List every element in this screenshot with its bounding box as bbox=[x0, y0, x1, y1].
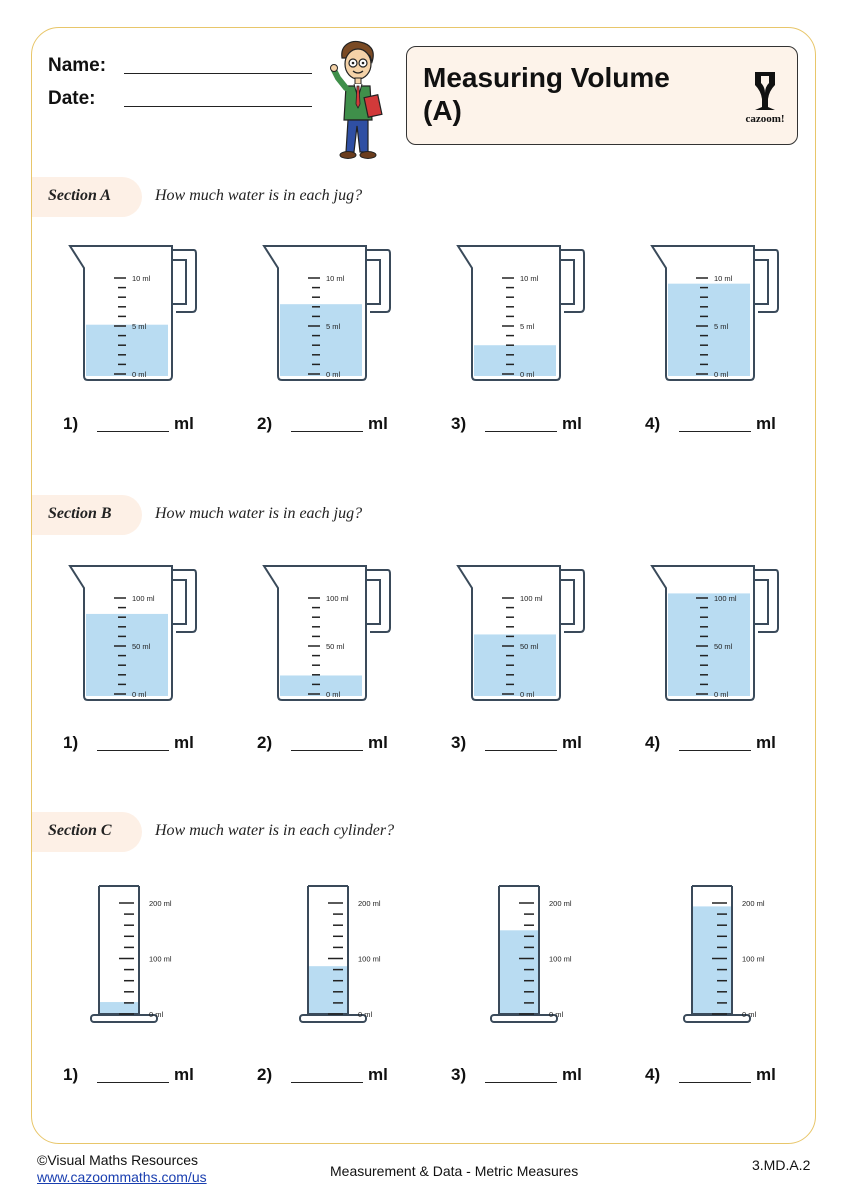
scale-label: 0 ml bbox=[132, 690, 147, 699]
answer-blank[interactable] bbox=[679, 431, 751, 432]
scale-label: 50 ml bbox=[132, 642, 151, 651]
scale-label: 0 ml bbox=[132, 370, 147, 379]
cylinder-4 bbox=[683, 884, 783, 1029]
jug-2 bbox=[262, 244, 397, 384]
footer-topic: Measurement & Data - Metric Measures bbox=[330, 1163, 579, 1179]
scale-label: 0 ml bbox=[714, 690, 729, 699]
date-field[interactable] bbox=[124, 106, 312, 107]
unit-label: ml bbox=[562, 414, 582, 433]
cylinder-3 bbox=[490, 884, 590, 1029]
section-c-tab bbox=[32, 812, 142, 852]
jug-handle bbox=[366, 250, 390, 312]
unit-label: ml bbox=[174, 1065, 194, 1084]
jug-1 bbox=[68, 244, 203, 384]
question-number: 3) bbox=[451, 414, 467, 433]
scale-label: 100 ml bbox=[520, 594, 543, 603]
jug-2 bbox=[262, 564, 397, 704]
teacher-illustration bbox=[330, 38, 385, 160]
scale-label: 200 ml bbox=[742, 899, 765, 908]
water-level bbox=[474, 345, 556, 376]
section-c-question: How much water is in each cylinder? bbox=[155, 822, 395, 839]
answer-blank[interactable] bbox=[97, 750, 169, 751]
scale-label: 100 ml bbox=[149, 954, 172, 964]
water-level bbox=[500, 930, 538, 1014]
jug-handle bbox=[172, 570, 196, 632]
scale-label: 5 ml bbox=[520, 322, 535, 331]
answer-blank[interactable] bbox=[485, 750, 557, 751]
jug-4 bbox=[650, 564, 785, 704]
cylinder-1 bbox=[90, 884, 190, 1029]
answer-blank[interactable] bbox=[485, 1082, 557, 1083]
scale-label: 200 ml bbox=[149, 899, 172, 908]
cylinder-base bbox=[300, 1015, 366, 1022]
page-title: Measuring Volume (A) bbox=[423, 62, 670, 126]
question-number: 1) bbox=[63, 414, 79, 433]
scale-label: 0 ml bbox=[326, 370, 341, 379]
unit-label: ml bbox=[368, 414, 388, 433]
answer-blank[interactable] bbox=[291, 1082, 363, 1083]
scale-label: 0 ml bbox=[149, 1010, 164, 1019]
section-b-title: Section B bbox=[48, 505, 112, 522]
copyright-text: ©Visual Maths Resources bbox=[37, 1152, 199, 1168]
answer-blank[interactable] bbox=[97, 431, 169, 432]
jug-4 bbox=[650, 244, 785, 384]
date-label: Date: bbox=[48, 88, 96, 109]
question-number: 3) bbox=[451, 733, 467, 752]
scale-label: 0 ml bbox=[520, 370, 535, 379]
section-b-question: How much water is in each jug? bbox=[155, 505, 363, 522]
cylinder-outline bbox=[99, 886, 139, 1014]
scale-label: 10 ml bbox=[520, 274, 539, 283]
footer-credit bbox=[37, 1152, 207, 1186]
scale-label: 5 ml bbox=[714, 322, 729, 331]
section-a-tab bbox=[32, 177, 142, 217]
scale-label: 50 ml bbox=[714, 642, 733, 651]
unit-label: ml bbox=[174, 414, 194, 433]
scale-label: 50 ml bbox=[326, 642, 345, 651]
scale-label: 5 ml bbox=[132, 322, 147, 331]
water-level bbox=[693, 906, 731, 1014]
scale-label: 200 ml bbox=[549, 899, 572, 908]
scale-label: 100 ml bbox=[358, 954, 381, 964]
scale-label: 0 ml bbox=[549, 1010, 564, 1019]
title-box bbox=[406, 46, 798, 145]
answer-blank[interactable] bbox=[291, 750, 363, 751]
water-level bbox=[474, 634, 556, 696]
cylinder-base bbox=[491, 1015, 557, 1022]
website-link[interactable]: www.cazoommaths.com/us bbox=[37, 1169, 207, 1185]
name-field[interactable] bbox=[124, 73, 312, 74]
water-level bbox=[280, 675, 362, 696]
unit-label: ml bbox=[562, 1065, 582, 1084]
scale-label: 100 ml bbox=[742, 954, 765, 964]
scale-label: 10 ml bbox=[132, 274, 151, 283]
name-label: Name: bbox=[48, 55, 107, 76]
answer-blank[interactable] bbox=[679, 750, 751, 751]
question-number: 2) bbox=[257, 1065, 273, 1084]
water-level bbox=[309, 966, 347, 1014]
question-number: 2) bbox=[257, 733, 273, 752]
scale-label: 100 ml bbox=[549, 954, 572, 964]
section-b-tab bbox=[32, 495, 142, 535]
logo-text: cazoom! bbox=[745, 113, 785, 125]
cylinder-2 bbox=[299, 884, 399, 1029]
answer-blank[interactable] bbox=[291, 431, 363, 432]
scale-label: 0 ml bbox=[714, 370, 729, 379]
jug-handle bbox=[754, 250, 778, 312]
question-number: 1) bbox=[63, 1065, 79, 1084]
scale-label: 100 ml bbox=[132, 594, 155, 603]
cylinder-base bbox=[684, 1015, 750, 1022]
jug-3 bbox=[456, 564, 591, 704]
jug-1 bbox=[68, 564, 203, 704]
water-level bbox=[86, 325, 168, 376]
cazoom-logo bbox=[737, 69, 793, 129]
scale-label: 200 ml bbox=[358, 899, 381, 908]
scale-label: 100 ml bbox=[714, 594, 737, 603]
answer-blank[interactable] bbox=[485, 431, 557, 432]
unit-label: ml bbox=[368, 733, 388, 752]
unit-label: ml bbox=[756, 414, 776, 433]
jug-handle bbox=[754, 570, 778, 632]
cylinder-base bbox=[91, 1015, 157, 1022]
water-level bbox=[86, 614, 168, 696]
section-a-question: How much water is in each jug? bbox=[155, 187, 363, 204]
jug-handle bbox=[560, 570, 584, 632]
section-a-title: Section A bbox=[48, 187, 111, 204]
scale-label: 0 ml bbox=[326, 690, 341, 699]
unit-label: ml bbox=[562, 733, 582, 752]
unit-label: ml bbox=[174, 733, 194, 752]
jug-handle bbox=[366, 570, 390, 632]
unit-label: ml bbox=[756, 733, 776, 752]
section-c-title: Section C bbox=[48, 822, 112, 839]
water-level bbox=[280, 304, 362, 376]
cup-icon bbox=[754, 71, 776, 111]
question-number: 4) bbox=[645, 414, 661, 433]
jug-handle bbox=[560, 250, 584, 312]
question-number: 4) bbox=[645, 733, 661, 752]
unit-label: ml bbox=[756, 1065, 776, 1084]
water-level bbox=[100, 1002, 138, 1014]
footer-standard: 3.MD.A.2 bbox=[752, 1157, 811, 1173]
scale-label: 0 ml bbox=[358, 1010, 373, 1019]
answer-blank[interactable] bbox=[679, 1082, 751, 1083]
scale-label: 10 ml bbox=[714, 274, 733, 283]
water-level bbox=[668, 284, 750, 376]
scale-label: 50 ml bbox=[520, 642, 539, 651]
jug-3 bbox=[456, 244, 591, 384]
question-number: 3) bbox=[451, 1065, 467, 1084]
scale-label: 0 ml bbox=[520, 690, 535, 699]
unit-label: ml bbox=[368, 1065, 388, 1084]
answer-blank[interactable] bbox=[97, 1082, 169, 1083]
question-number: 1) bbox=[63, 733, 79, 752]
question-number: 2) bbox=[257, 414, 273, 433]
water-level bbox=[668, 593, 750, 696]
scale-label: 0 ml bbox=[742, 1010, 757, 1019]
scale-label: 10 ml bbox=[326, 274, 345, 283]
scale-label: 100 ml bbox=[326, 594, 349, 603]
jug-handle bbox=[172, 250, 196, 312]
scale-label: 5 ml bbox=[326, 322, 341, 331]
question-number: 4) bbox=[645, 1065, 661, 1084]
